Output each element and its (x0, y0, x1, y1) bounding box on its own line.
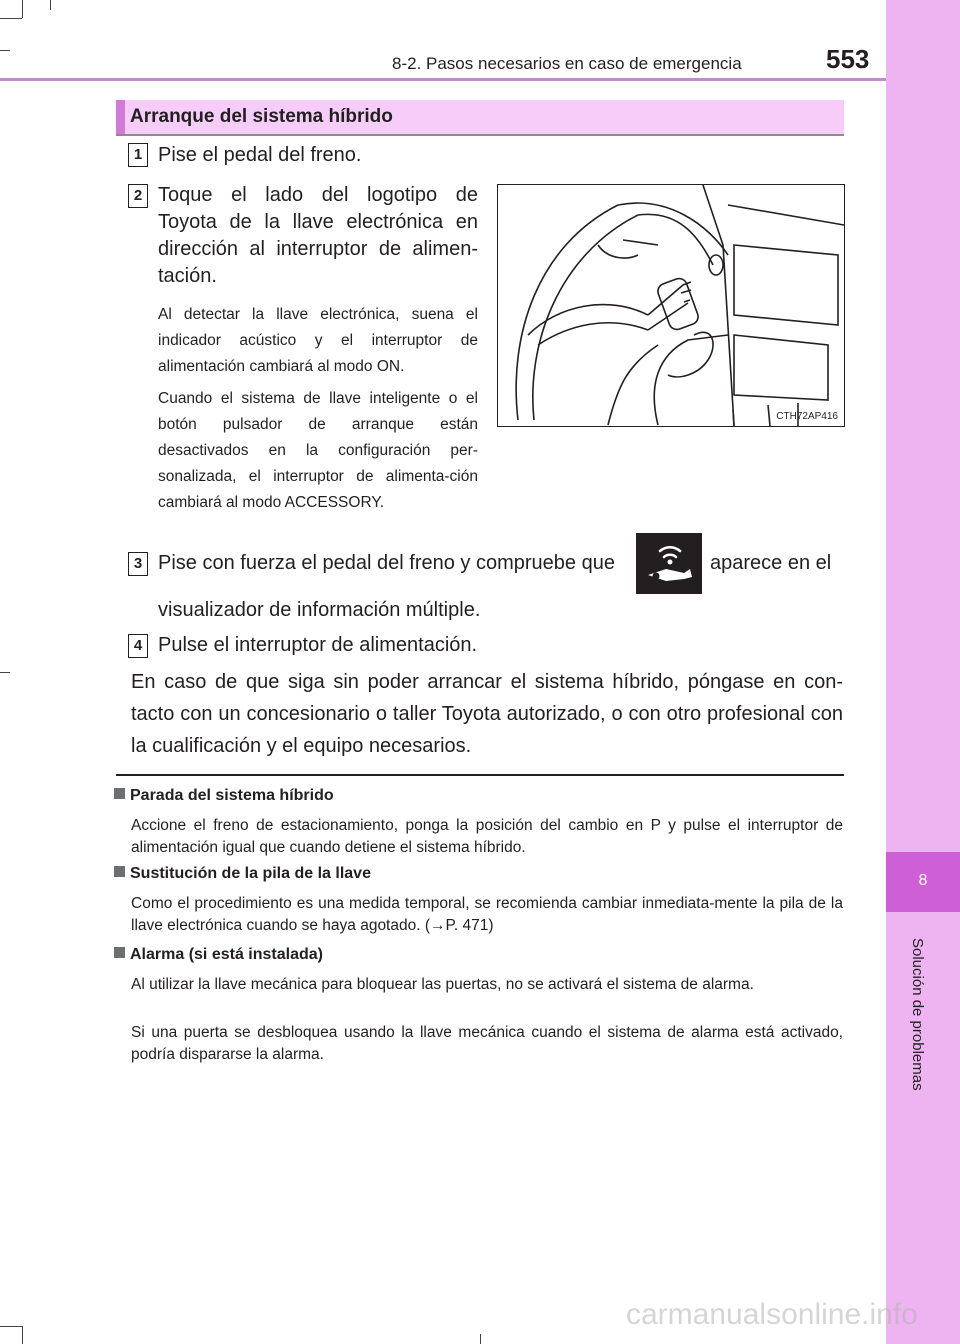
section-header (116, 100, 844, 136)
step-text: Pise el pedal del freno. (158, 144, 362, 166)
section-title: Arranque del sistema híbrido (130, 106, 393, 127)
figure-code: CTH72AP416 (776, 411, 838, 422)
crop-mark (22, 1326, 23, 1344)
crop-mark (22, 0, 23, 18)
crop-mark (0, 672, 10, 673)
page-number: 553 (826, 44, 870, 74)
step-text: Pulse el interruptor de alimentación. (158, 634, 478, 656)
info-text: Accione el freno de estacionamiento, ponga la posición del cambio en P y pulse el interruptor de alimentación igual que cuando detiene el sistema híbrido. (131, 817, 843, 856)
bullet-square-icon (114, 788, 125, 799)
info-text: Como el procedimiento es una medida temporal, se recomienda cambiar inmediata-mente la pila de la llave electrónica cuando se haya agotado. (→P. 471) (131, 895, 843, 934)
info-heading (114, 787, 334, 805)
illustration-hand-key (498, 185, 844, 426)
info-heading-text: Parada del sistema híbrido (130, 787, 334, 804)
chapter-side-tab (886, 0, 960, 1344)
info-heading (114, 946, 323, 964)
step-text-line: tación. (158, 265, 217, 287)
header-rule (0, 78, 886, 81)
chapter-number: 8 (918, 872, 928, 889)
crop-mark (480, 1334, 481, 1344)
step-number: 1 (128, 143, 148, 167)
chapter-title: Solución de problemas (909, 938, 926, 1091)
section-divider (116, 774, 844, 776)
indicator-glyph (636, 533, 702, 594)
step-text: Pise con fuerza el pedal del freno y compruebe que (158, 552, 615, 574)
step-number: 3 (128, 552, 148, 576)
step-text: visualizador de información múltiple. (158, 599, 481, 621)
info-heading-text: Sustitución de la pila de la llave (130, 865, 371, 882)
watermark: carmanualsonline.info (626, 1298, 918, 1331)
info-heading (114, 865, 371, 883)
bullet-square-icon (114, 866, 125, 877)
step-text-line: dirección al interruptor de alimen- (158, 238, 478, 260)
step-number: 4 (128, 634, 148, 658)
info-text: Si una puerta se desbloquea usando la llave mecánica cuando el sistema de alarma está activado, podría dispararse la alarma. (131, 1024, 843, 1063)
header-section-title: 8-2. Pasos necesarios en caso de emergencia (392, 54, 742, 73)
step-text-line: Toque el lado del logotipo de (158, 184, 478, 206)
step-note: Al detectar la llave electrónica, suena el indicador acústico y el interruptor de alimentación cambiará al modo ON. (158, 306, 478, 375)
smart-key-indicator-icon (636, 533, 702, 594)
section-header-accent (116, 100, 125, 134)
info-heading-text: Alarma (si está instalada) (130, 946, 323, 963)
crop-mark (50, 0, 51, 10)
step-number: 2 (128, 184, 148, 208)
crop-mark (0, 50, 10, 51)
crop-mark (0, 18, 22, 19)
step-text-line: Toyota de la llave electrónica en (158, 211, 478, 233)
info-text: Al utilizar la llave mecánica para bloquear las puertas, no se activará el sistema de alarma. (131, 976, 754, 993)
final-paragraph: En caso de que siga sin poder arrancar el sistema híbrido, póngase en con-tacto con un concesionario o taller Toyota autorizado, o con otro profesional con la cualificación y el equipo necesarios. (131, 671, 843, 757)
figure-smart-key-touch (497, 184, 845, 427)
step-text: aparece en el (710, 552, 832, 574)
step-note: Cuando el sistema de llave inteligente o el botón pulsador de arranque están desactivados en la configuración per-sonalizada, el interruptor de alimenta-ción cambiará al modo ACCESSORY. (158, 390, 478, 511)
bullet-square-icon (114, 947, 125, 958)
crop-mark (0, 1326, 22, 1327)
